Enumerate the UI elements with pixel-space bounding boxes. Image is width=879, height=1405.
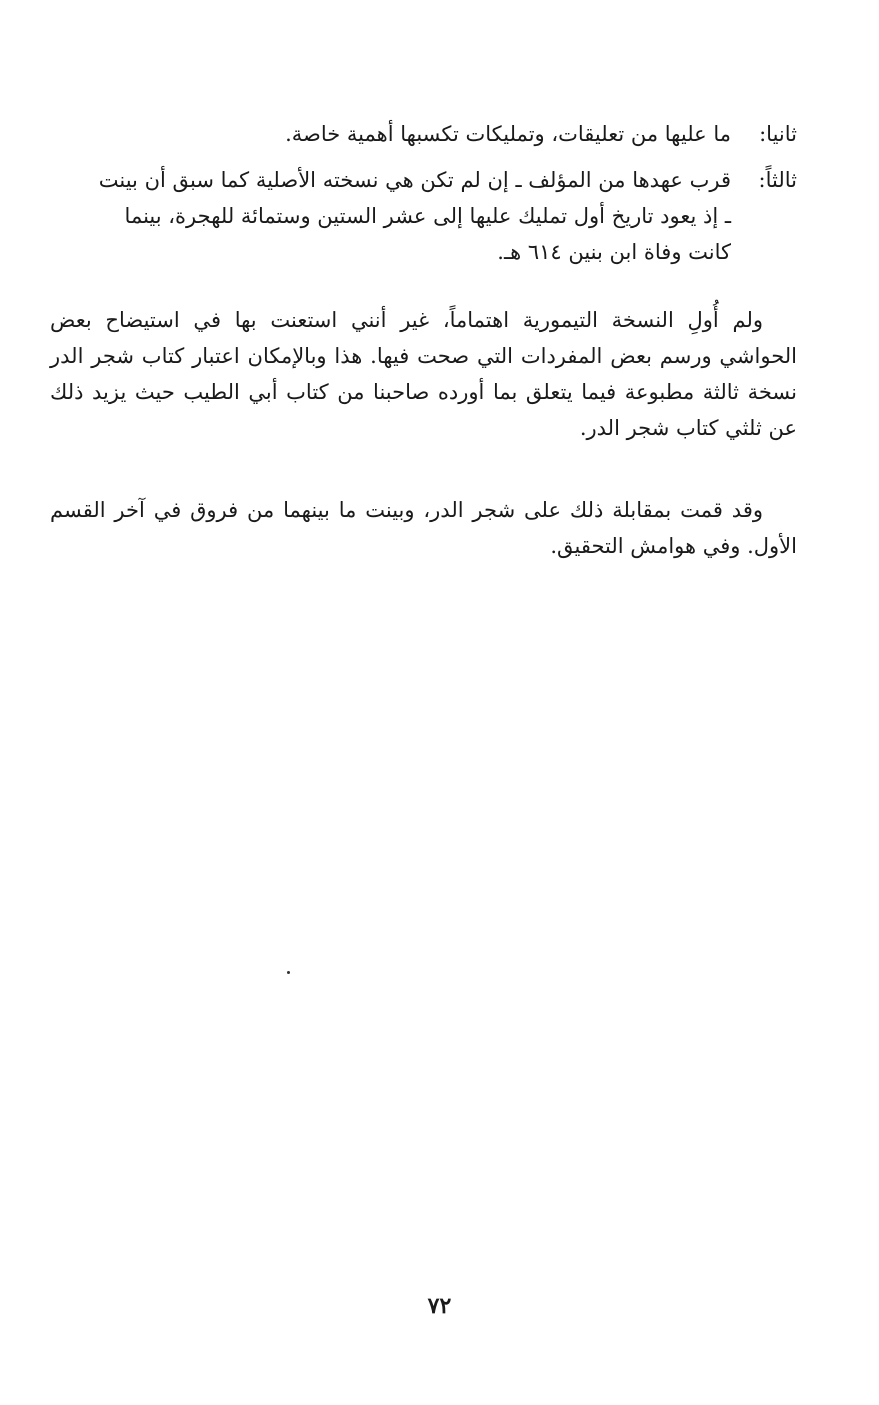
- list-label: ثانيا:: [759, 122, 797, 146]
- text-line: ـ إذ يعود تاريخ أول تمليك عليها إلى عشر الستين وستمائة للهجرة، بينما: [124, 204, 731, 228]
- page-number: ٧٢: [427, 1293, 452, 1319]
- list-label: ثالثاً:: [758, 168, 797, 192]
- text-line: كانت وفاة ابن بنين ٦١٤ هـ.: [497, 240, 731, 264]
- list-body: [50, 162, 731, 270]
- text-line: ما عليها من تعليقات، وتمليكات تكسبها أهمية خاصة.: [285, 122, 731, 146]
- print-speck: [287, 971, 290, 974]
- list-item-second: [50, 116, 797, 152]
- list-item-third: [50, 162, 797, 270]
- body-paragraph: ولم أُولِ النسخة التيمورية اهتماماً، غير أنني استعنت بها في استيضاح بعض الحواشي ورسم بعض المفردات التي صحت فيها. هذا وبالإمكان اعتبار كتاب شجر الدر نسخة ثالثة مطبوعة فيما يتعلق بما أورده صاحبنا من كتاب أبي الطيب حيث يزيد ذلك عن ثلثي كتاب شجر الدر.: [50, 308, 797, 440]
- text-line: قرب عهدها من المؤلف ـ إن لم تكن هي نسخته الأصلية كما سبق أن بينت: [98, 168, 731, 192]
- body-paragraph: وقد قمت بمقابلة ذلك على شجر الدر، وبينت ما بينهما من فروق في آخر القسم الأول. وفي هوامش التحقيق.: [50, 498, 797, 558]
- list-body: [50, 116, 731, 152]
